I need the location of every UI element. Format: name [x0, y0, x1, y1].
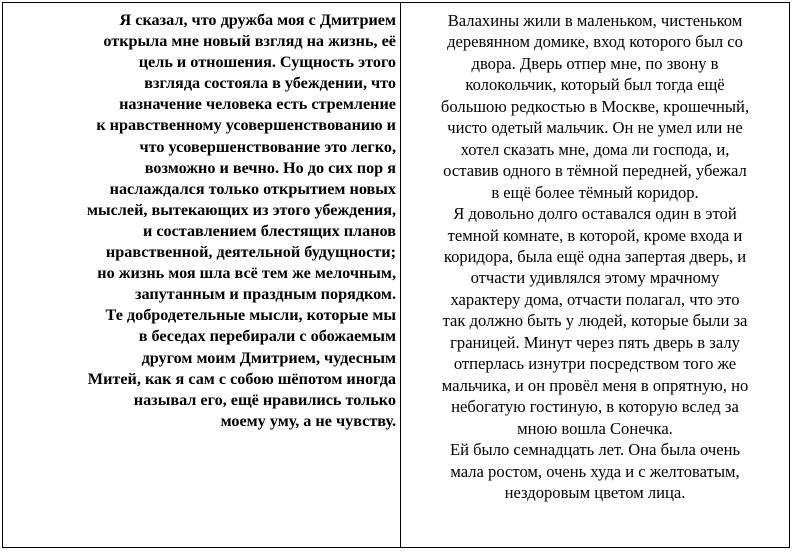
- text-line: открыла мне новый взгляд на жизнь, её: [103, 32, 396, 51]
- text-line: и составлением блестящих планов: [142, 221, 396, 240]
- text-line: но жизнь моя шла всё тем же мелочным,: [97, 264, 396, 283]
- text-line: в беседах перебирали с обожаемым: [138, 327, 396, 346]
- text-line: большою редкостью в Москве, крошечный,: [440, 96, 750, 116]
- text-line: называл его, ещё нравились только: [133, 390, 396, 409]
- text-line: в ещё более тёмный коридор.: [491, 182, 699, 202]
- text-line: отперлась изнутри посредством того же: [453, 354, 737, 374]
- text-line: наслаждался только открытием новых: [109, 179, 396, 198]
- two-column-text-table: [2, 2, 790, 548]
- text-line: Те добродетельные мысли, которые мы: [105, 306, 396, 325]
- right-paragraph-1: [407, 10, 783, 203]
- right-paragraph-2: [407, 203, 783, 439]
- text-line: мною вошла Сонечка.: [517, 418, 673, 438]
- text-line: характеру дома, отчасти полагал, что это: [450, 289, 740, 309]
- text-line: нездоровым цветом лица.: [504, 482, 686, 502]
- left-paragraph-2: [9, 305, 396, 432]
- text-line: отчасти удивлялся этому мрачному: [470, 268, 720, 288]
- text-line: мыслей, вытекающих из этого убеждения,: [86, 200, 396, 219]
- text-line: нравственной, деятельной будущности;: [105, 243, 396, 262]
- text-line: чисто одетый мальчик. Он не умел или не: [447, 118, 743, 138]
- text-line: мала ростом, очень худа и с желтоватым,: [450, 461, 740, 481]
- text-line: Я довольно долго оставался один в этой: [453, 204, 737, 224]
- text-line: цель и отношения. Сущность этого: [138, 53, 396, 72]
- right-column-regular-text: [401, 3, 789, 547]
- text-line: оставив одного в тёмной передней, убежал: [443, 161, 747, 181]
- text-line: Митей, как я сам с собою шёпотом иногда: [87, 369, 396, 388]
- text-line: колокольчик, который был тогда ещё: [465, 75, 725, 95]
- text-line: Валахины жили в маленьком, чистеньком: [447, 11, 743, 30]
- text-line: моему уму, а не чувству.: [220, 411, 396, 430]
- text-line: взгляда состояла в убеждении, что: [144, 74, 396, 93]
- text-line: возможно и вечно. Но до сих пор я: [144, 158, 396, 177]
- text-line: Я сказал, что дружба моя с Дмитрием: [119, 11, 396, 29]
- text-line: назначение человека есть стремление: [119, 95, 396, 114]
- text-line: к нравственному усовершенствованию и: [96, 116, 396, 135]
- text-line: небогатую гостиную, в которую вслед за: [451, 397, 739, 417]
- text-line: запутанным и праздным порядком.: [135, 285, 396, 304]
- text-line: Ей было семнадцать лет. Она была очень: [449, 440, 741, 460]
- text-line: границей. Минут через пять дверь в залу: [450, 332, 740, 352]
- text-line: мальчика, и он провёл меня в опрятную, но: [441, 375, 749, 395]
- text-line: коридора, была ещё одна запертая дверь, и: [443, 246, 747, 266]
- text-line: двора. Дверь отпер мне, по звону в: [471, 53, 719, 73]
- text-line: хотел сказать мне, дома ли господа, и,: [460, 139, 730, 159]
- text-line: что усовершенствование это легко,: [139, 137, 396, 156]
- right-paragraph-3: [407, 439, 783, 503]
- text-line: другом моим Дмитрием, чудесным: [141, 348, 396, 367]
- text-line: темной комнате, в которой, кроме входа и: [447, 225, 743, 245]
- text-line: деревянном домике, вход которого был со: [447, 32, 743, 52]
- left-paragraph-1: [9, 10, 396, 305]
- text-line: так должно быть у людей, которые были за: [442, 311, 748, 331]
- left-column-bold-text: [3, 3, 401, 547]
